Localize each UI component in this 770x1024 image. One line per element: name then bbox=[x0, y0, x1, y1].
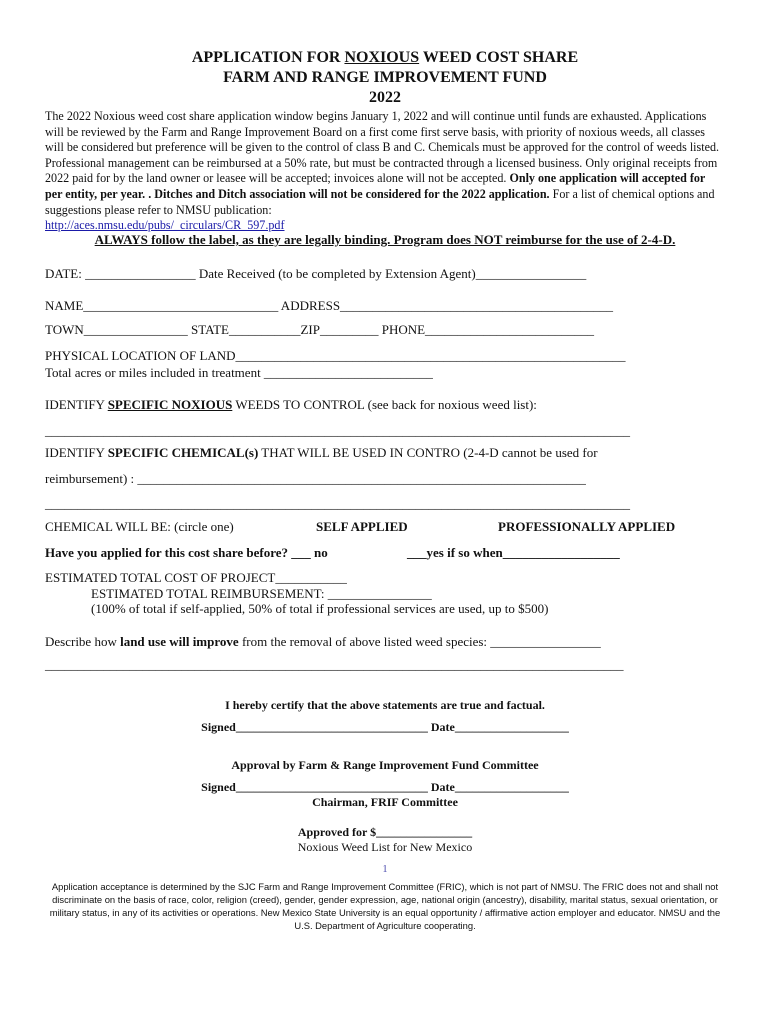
page-number: 1 bbox=[382, 864, 388, 875]
weeds-label-pre: IDENTIFY bbox=[45, 397, 108, 412]
reimbursement-note: (100% of total if self-applied, 50% of total if professional services are used, up to $500) bbox=[91, 601, 549, 616]
nondiscrimination-footer: Application acceptance is determined by the SJC Farm and Range Improvement Committee (FRIC), which is not part of NMSU. The FRIC does not and shall not discriminate on the basis of race, color, religion (creed), gender, gender expression, age, national origin (ancestry), disability, marital status, sexual orientation, or military status, in any of its activities or operations. New Mexico State University is an equal opportunity / affirmative action employer and educator. NMSU and the U.S. Department of Agriculture cooperating. bbox=[49, 881, 721, 931]
intro-bold-text: Only one application will accepted for per entity, per year. . Ditches and Ditch association will not be considered for the 2022 application. bbox=[45, 171, 706, 201]
weeds-label-post: WEEDS TO CONTROL (see back for noxious weed list): bbox=[232, 397, 537, 412]
name-address-line[interactable]: NAME______________________________ ADDRESS__________________________________________ bbox=[45, 298, 614, 313]
applied-before-question[interactable]: Have you applied for this cost share before? ___ no bbox=[45, 545, 328, 560]
chem-label-post: THAT WILL BE USED IN CONTRO (2-4-D cannot be used for bbox=[258, 445, 598, 460]
chairman-label: Chairman, FRIF Committee bbox=[312, 795, 458, 809]
committee-signature-line[interactable]: Signed________________________________ Date___________________ bbox=[201, 780, 569, 794]
weed-list-heading: Noxious Weed List for New Mexico bbox=[297, 840, 473, 854]
intro-text: The 2022 Noxious weed cost share application window begins January 1, 2022 and will continue until funds are exhausted. Applications will be reviewed by the Farm and Range Improvement Board on a first come first serve basis, with priority of noxious weeds, all classes will be considered but preference will be given to the control of class B and C. Chemicals must be approved for the control of weeds listed. Professional management can be reimbursed at a 50% rate, but must be contracted through a licensed business. Only original receipts from 2022 paid for by the land owner or leasee will be accepted; invoices alone will not be accepted. bbox=[45, 109, 720, 186]
applied-yes-when[interactable]: ___yes if so when__________________ bbox=[407, 545, 620, 560]
intro-tail: For a list of chemical options and suggestions please refer to NMSU publication: bbox=[45, 186, 715, 217]
land-use-post: from the removal of above listed weed species: _________________ bbox=[238, 634, 601, 649]
chem-label-pre: IDENTIFY bbox=[45, 445, 108, 460]
land-use-blank-line[interactable]: _________________________________________________________________________________________ bbox=[45, 657, 624, 672]
form-subtitle: FARM AND RANGE IMPROVEMENT FUND bbox=[223, 69, 547, 86]
professionally-applied-option[interactable]: PROFESSIONALLY APPLIED bbox=[498, 519, 676, 534]
approved-amount-line[interactable]: Approved for $________________ bbox=[297, 825, 473, 839]
approval-heading: Approval by Farm & Range Improvement Fund Committee bbox=[231, 758, 539, 772]
physical-location-line[interactable]: PHYSICAL LOCATION OF LAND____________________________________________________________ bbox=[45, 348, 626, 363]
title-underlined-word: NOXIOUS bbox=[344, 49, 420, 66]
identify-chemical-label bbox=[45, 445, 598, 461]
estimated-reimbursement-line[interactable]: ESTIMATED TOTAL REIMBURSEMENT: ________________ bbox=[91, 586, 432, 601]
intro-paragraph bbox=[45, 109, 725, 234]
identify-weeds-label bbox=[45, 397, 537, 413]
date-line[interactable]: DATE: _________________ Date Received (to be completed by Extension Agent)_________________ bbox=[45, 266, 587, 281]
self-applied-option[interactable]: SELF APPLIED bbox=[316, 519, 408, 534]
total-acres-line[interactable]: Total acres or miles included in treatment __________________________ bbox=[45, 365, 433, 380]
form-year: 2022 bbox=[369, 89, 401, 106]
title-part: APPLICATION FOR bbox=[191, 49, 345, 66]
label-notice: ALWAYS follow the label, as they are legally binding. Program does NOT reimburse for the use of 2-4-D. bbox=[94, 232, 676, 247]
applicant-signature-line[interactable]: Signed________________________________ Date___________________ bbox=[201, 720, 569, 734]
chemical-blank-line[interactable]: __________________________________________________________________________________________ bbox=[45, 496, 630, 511]
town-state-zip-phone-line[interactable]: TOWN________________ STATE___________ZIP_________ PHONE__________________________ bbox=[45, 322, 595, 337]
reimbursement-line[interactable]: reimbursement) : _____________________________________________________________________ bbox=[45, 471, 586, 486]
chemical-will-be-label: CHEMICAL WILL BE: (circle one) bbox=[45, 519, 234, 534]
land-use-bold: land use will improve bbox=[120, 634, 239, 649]
land-use-pre: Describe how bbox=[45, 634, 121, 649]
land-use-line[interactable] bbox=[45, 634, 601, 650]
publication-link[interactable]: http://aces.nmsu.edu/pubs/_circulars/CR_597.pdf bbox=[45, 218, 285, 233]
weeds-label-bold: SPECIFIC NOXIOUS bbox=[107, 397, 233, 412]
estimated-cost-line[interactable]: ESTIMATED TOTAL COST OF PROJECT___________ bbox=[45, 570, 347, 585]
form-title bbox=[0, 48, 770, 67]
title-part-end: WEED COST SHARE bbox=[419, 49, 579, 66]
certification-statement: I hereby certify that the above statements are true and factual. bbox=[225, 698, 545, 712]
chem-label-bold: SPECIFIC CHEMICAL(s) bbox=[107, 445, 259, 460]
weeds-blank-line[interactable]: __________________________________________________________________________________________ bbox=[45, 423, 630, 438]
